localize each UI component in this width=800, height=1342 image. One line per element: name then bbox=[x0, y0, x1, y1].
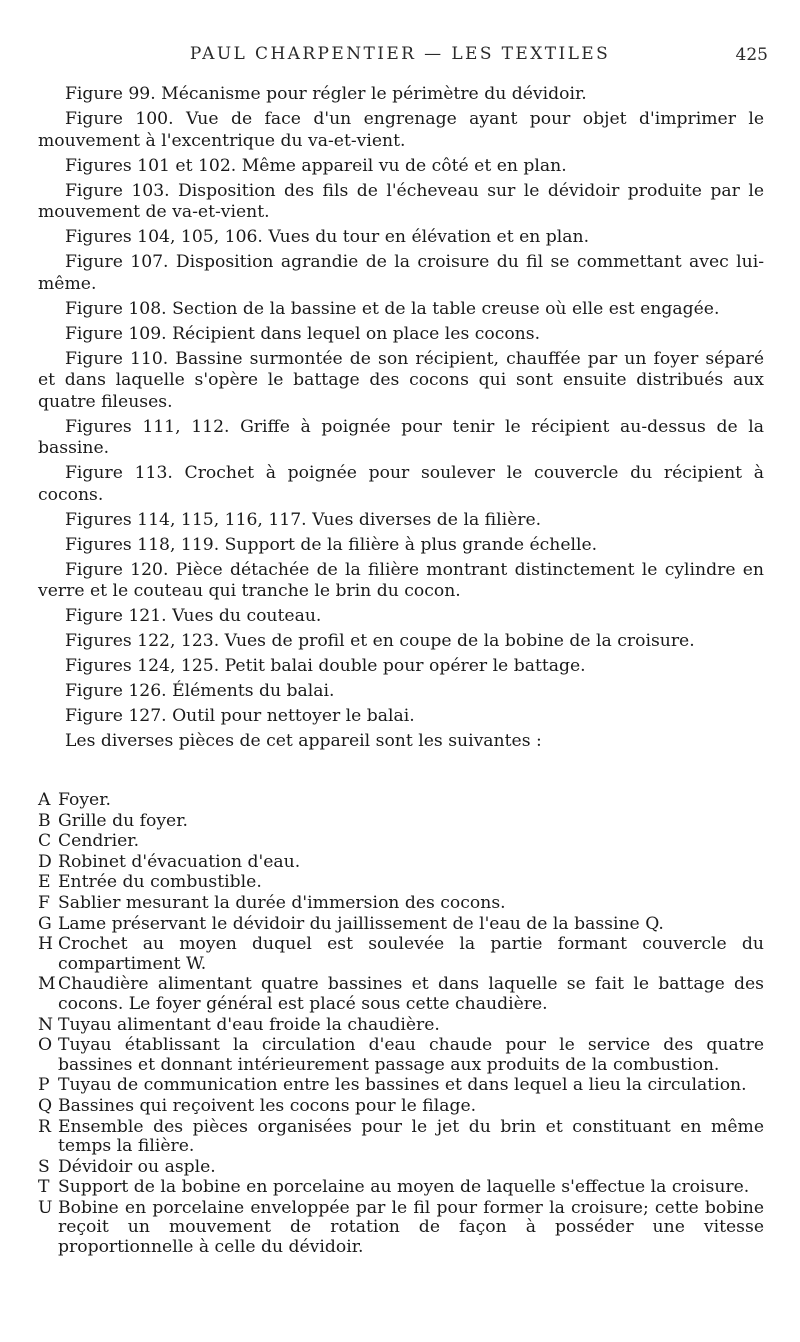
legend-entry bbox=[38, 873, 764, 893]
legend-text: Robinet d'évacuation d'eau. bbox=[58, 851, 301, 872]
legend-text: Crochet au moyen duquel est soulevée la partie formant couvercle du compartiment W. bbox=[58, 934, 764, 974]
page-number: 425 bbox=[735, 45, 768, 65]
legend-text: Dévidoir ou asple. bbox=[58, 1156, 216, 1177]
legend-entry bbox=[38, 1158, 764, 1178]
figure-caption: Figure 121. Vues du couteau. bbox=[65, 606, 322, 626]
legend-letter: R bbox=[38, 1116, 51, 1137]
figure-caption: Figure 126. Éléments du balai. bbox=[65, 681, 335, 701]
legend-entry bbox=[38, 935, 764, 974]
legend-entry bbox=[38, 1118, 764, 1157]
legend-letter: T bbox=[38, 1177, 50, 1198]
page-header bbox=[0, 44, 800, 68]
figure-caption: Figures 122, 123. Vues de profil et en coupe de la bobine de la croisure. bbox=[65, 631, 695, 651]
legend-entry bbox=[38, 1097, 764, 1117]
legend-letter: P bbox=[38, 1075, 50, 1096]
legend-letter: D bbox=[38, 851, 52, 872]
running-title: PAUL CHARPENTIER — LES TEXTILES bbox=[189, 44, 611, 64]
legend-text: Tuyau établissant la circulation d'eau chaude pour le service des quatre bassines et donnant intérieurement passage aux produits de la combustion. bbox=[58, 1035, 764, 1075]
legend-entry bbox=[38, 894, 764, 914]
legend-text: Grille du foyer. bbox=[58, 810, 188, 831]
legend-letter: F bbox=[38, 892, 50, 913]
legend-intro: Les diverses pièces de cet appareil sont les suivantes : bbox=[65, 731, 542, 751]
figure-caption: Figure 109. Récipient dans lequel on place les cocons. bbox=[65, 323, 541, 344]
figure-caption: Figures 101 et 102. Même appareil vu de côté et en plan. bbox=[65, 155, 567, 176]
figure-caption: Figure 113. Crochet à poignée pour soulever le couvercle du récipient à cocons. bbox=[38, 463, 764, 505]
figure-caption: Figure 127. Outil pour nettoyer le balai. bbox=[65, 706, 415, 726]
legend-text: Sablier mesurant la durée d'immersion des cocons. bbox=[58, 892, 506, 913]
legend-letter: S bbox=[38, 1156, 50, 1177]
legend-entry bbox=[38, 832, 764, 852]
legend-text: Lame préservant le dévidoir du jaillissement de l'eau de la bassine Q. bbox=[58, 913, 664, 934]
legend-letter: G bbox=[38, 913, 52, 934]
parts-legend bbox=[38, 791, 764, 1259]
legend-entry bbox=[38, 812, 764, 832]
legend-letter: C bbox=[38, 831, 52, 852]
legend-entry bbox=[38, 791, 764, 811]
legend-text: Cendrier. bbox=[58, 831, 140, 852]
legend-entry bbox=[38, 1076, 764, 1096]
figure-caption: Figure 110. Bassine surmontée de son récipient, chauffée par un foyer séparé et dans laquelle s'opère le battage des cocons qui sont ensuite distribués aux quatre fileuses. bbox=[38, 348, 764, 412]
legend-entry bbox=[38, 853, 764, 873]
figure-caption: Figure 107. Disposition agrandie de la croisure du fil se commettant avec lui-même. bbox=[38, 252, 764, 294]
legend-letter: A bbox=[38, 790, 51, 810]
legend-text: Tuyau alimentant d'eau froide la chaudière. bbox=[58, 1014, 440, 1035]
legend-text: Bassines qui reçoivent les cocons pour le filage. bbox=[58, 1095, 477, 1116]
legend-letter: U bbox=[38, 1197, 53, 1218]
legend-letter: N bbox=[38, 1014, 54, 1035]
figure-list bbox=[38, 84, 764, 753]
legend-letter: O bbox=[38, 1035, 53, 1056]
legend-text: Foyer. bbox=[58, 790, 112, 810]
figure-caption: Figures 111, 112. Griffe à poignée pour tenir le récipient au-dessus de la bassine. bbox=[38, 416, 764, 458]
figure-caption: Figures 124, 125. Petit balai double pour opérer le battage. bbox=[65, 656, 586, 676]
legend-letter: B bbox=[38, 810, 51, 831]
figure-caption: Figure 120. Pièce détachée de la filière montrant distinctement le cylindre en verre et le couteau qui tranche le brin du cocon. bbox=[38, 559, 764, 601]
legend-text: Ensemble des pièces organisées pour le jet du brin et constituant en même temps la filière. bbox=[58, 1116, 764, 1157]
legend-entry bbox=[38, 1016, 764, 1036]
legend-entry bbox=[38, 915, 764, 935]
legend-entry bbox=[38, 1178, 764, 1198]
figure-caption: Figures 104, 105, 106. Vues du tour en élévation et en plan. bbox=[65, 227, 590, 247]
legend-entry bbox=[38, 1199, 764, 1258]
legend-entry bbox=[38, 975, 764, 1014]
figure-caption: Figure 100. Vue de face d'un engrenage ayant pour objet d'imprimer le mouvement à l'excentrique du va-et-vient. bbox=[38, 109, 764, 151]
figure-caption: Figure 108. Section de la bassine et de la table creuse où elle est engagée. bbox=[65, 298, 720, 319]
legend-letter: E bbox=[38, 872, 51, 893]
figure-caption: Figure 99. Mécanisme pour régler le périmètre du dévidoir. bbox=[65, 84, 587, 104]
legend-text: Tuyau de communication entre les bassines et dans lequel a lieu la circulation. bbox=[58, 1075, 747, 1096]
legend-text: Bobine en porcelaine enveloppée par le fil pour former la croisure; cette bobine reçoit un mouvement de rotation de façon à posséder une vitesse proportionnelle à celle du dévidoir. bbox=[58, 1197, 764, 1258]
figure-caption: Figures 114, 115, 116, 117. Vues diverses de la filière. bbox=[65, 509, 542, 530]
figure-caption: Figures 118, 119. Support de la filière à plus grande échelle. bbox=[65, 534, 598, 555]
legend-text: Support de la bobine en porcelaine au moyen de laquelle s'effectue la croisure. bbox=[58, 1177, 750, 1198]
figure-caption: Figure 103. Disposition des fils de l'écheveau sur le dévidoir produite par le mouvement de va-et-vient. bbox=[38, 180, 764, 222]
legend-letter: H bbox=[38, 934, 53, 955]
legend-text: Chaudière alimentant quatre bassines et dans laquelle se fait le battage des cocons. Le foyer général est placé sous cette chaudière. bbox=[58, 974, 764, 1014]
legend-entry bbox=[38, 1036, 764, 1075]
legend-letter: M bbox=[38, 974, 56, 995]
legend-text: Entrée du combustible. bbox=[58, 872, 262, 893]
legend-letter: Q bbox=[38, 1095, 53, 1116]
